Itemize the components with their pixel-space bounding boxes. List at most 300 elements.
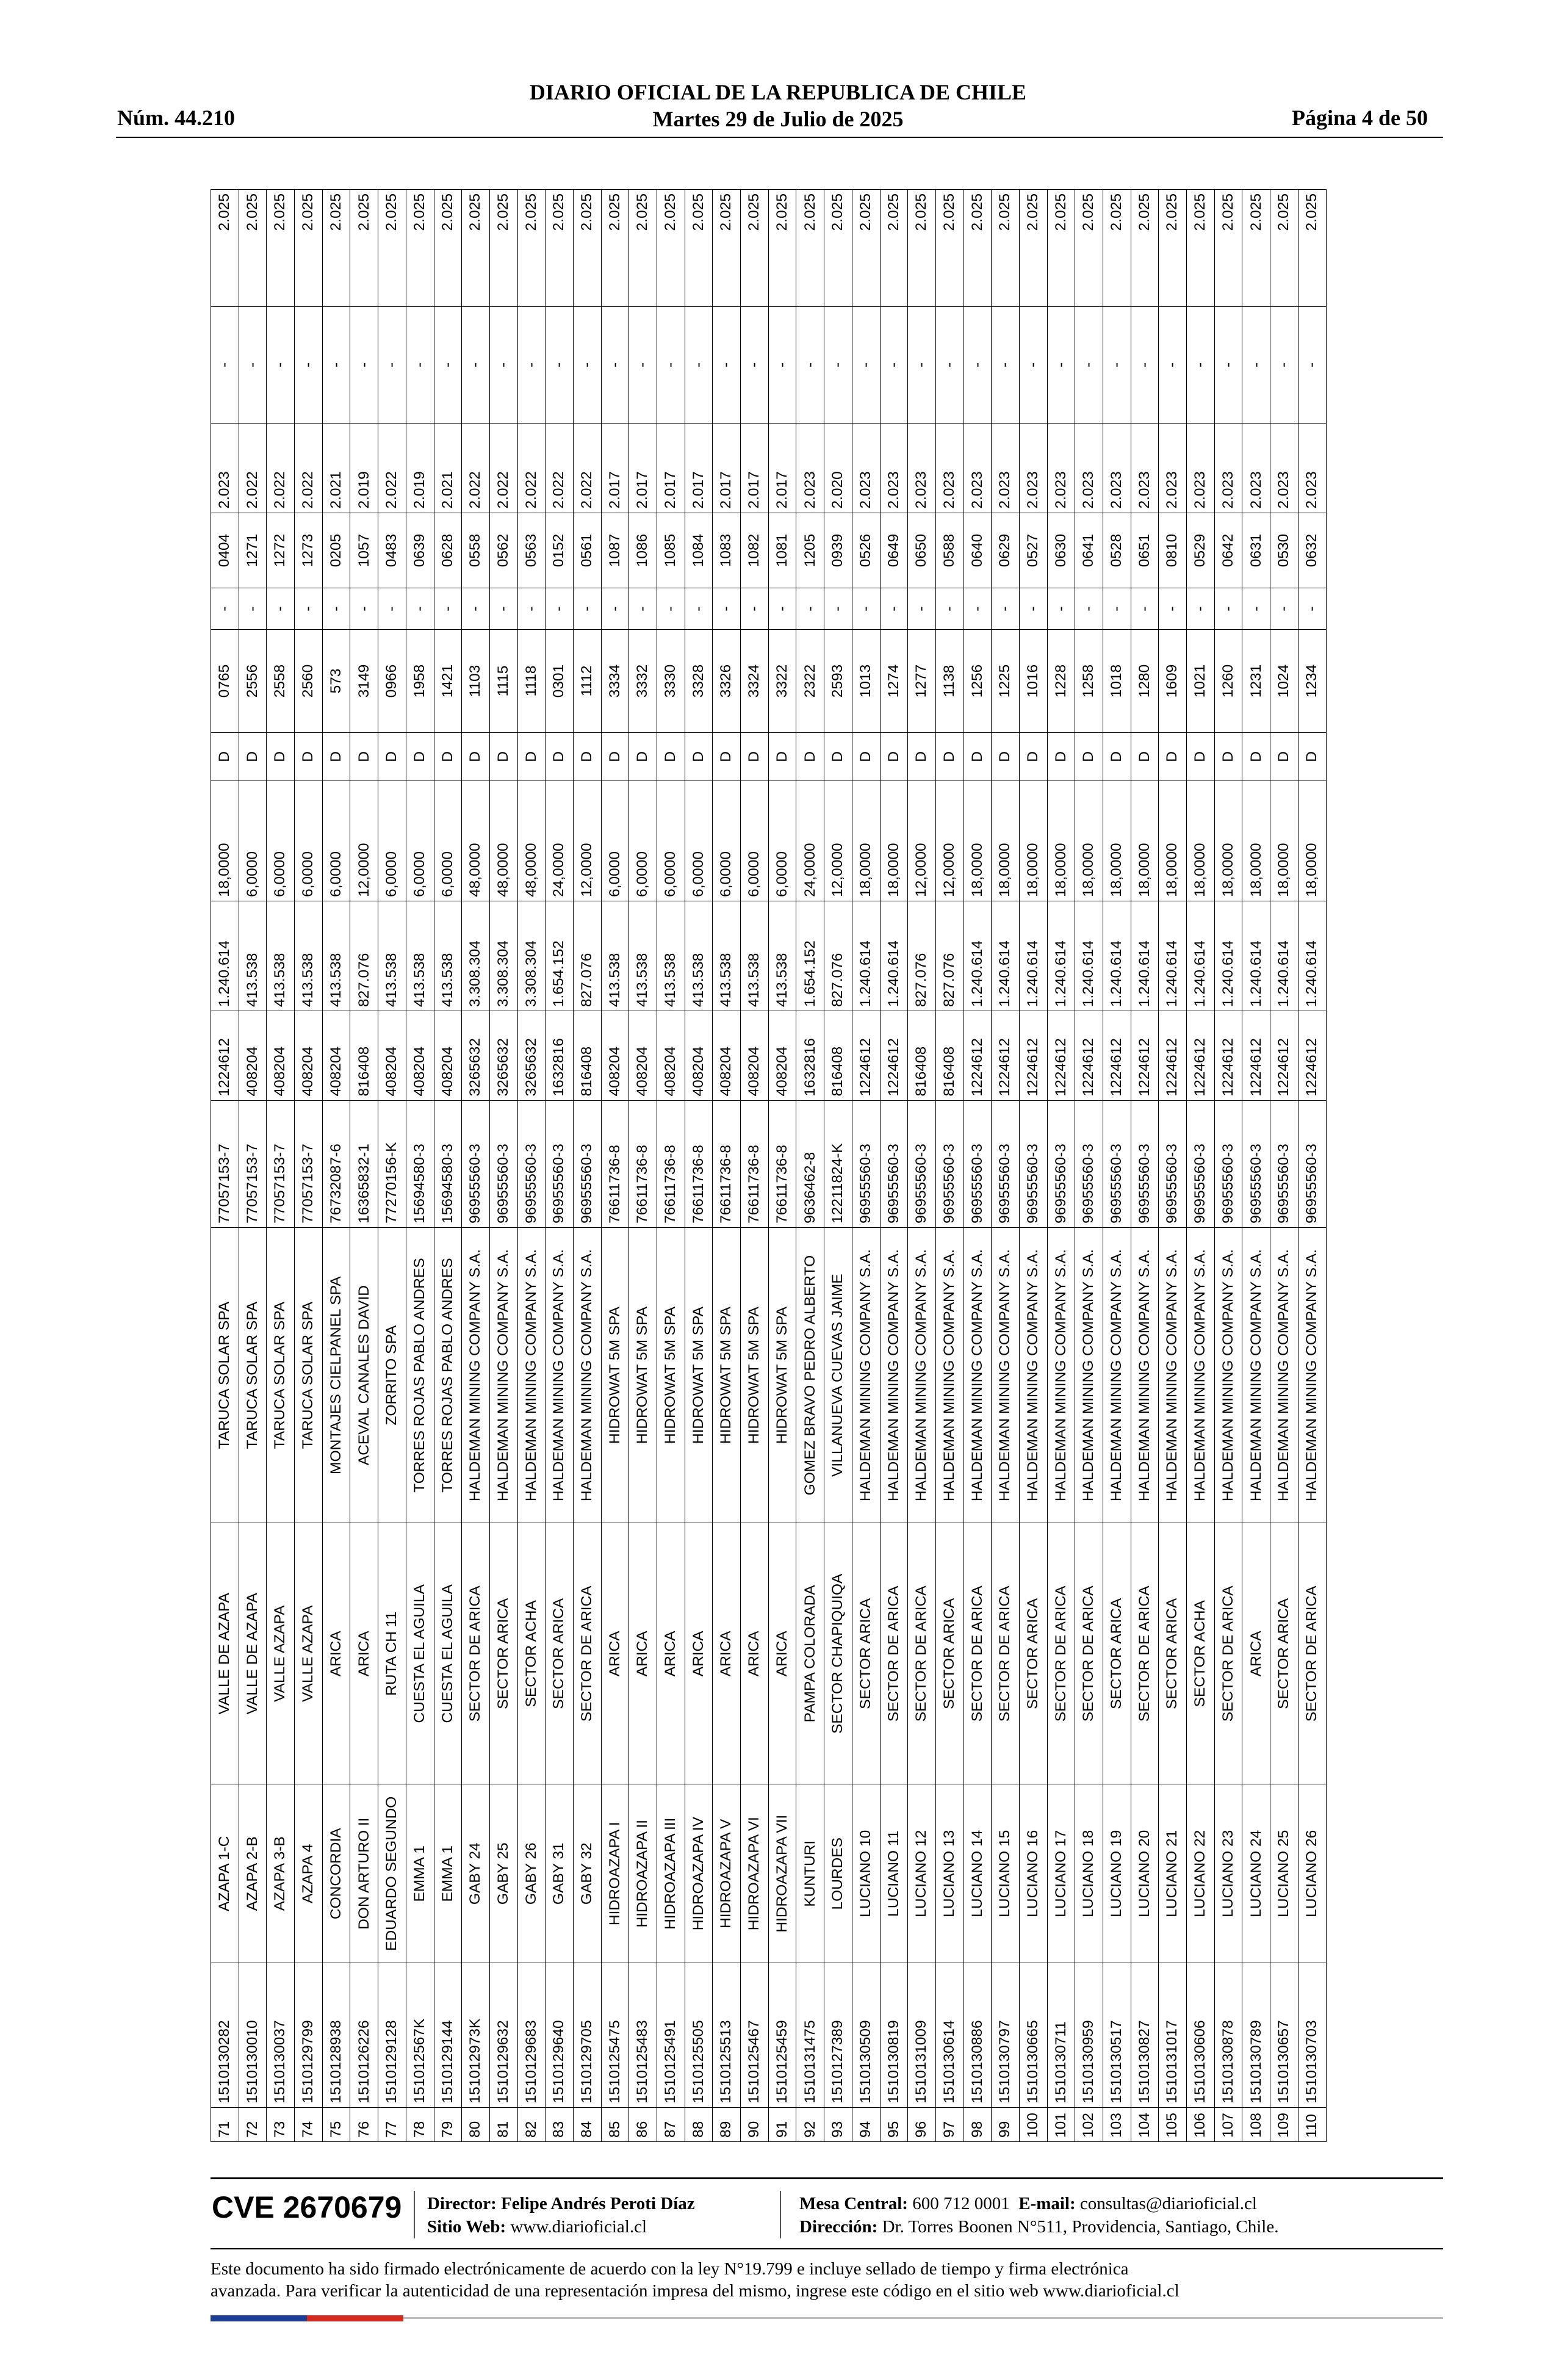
cell-value-b: 1.240.614 [992,901,1020,1011]
cell-separator: - [963,588,992,630]
cell-value-a: 816408 [573,1011,601,1100]
cell-value-a: 1224612 [963,1011,992,1100]
cell-year-b: 2.025 [211,190,239,307]
cell-owner: HALDEMAN MINING COMPANY S.A. [1298,1227,1326,1523]
cell-location: SECTOR DE ARICA [462,1523,490,1784]
cell-type-code: D [657,732,685,781]
cell-year-a: 2.023 [211,424,239,513]
cell-separator: - [517,306,546,423]
cell-year-a: 2.017 [601,424,629,513]
cell-year-b: 2.025 [880,190,908,307]
cell-location: SECTOR DE ARICA [992,1523,1020,1784]
table-row [1019,190,1047,2142]
web-value[interactable]: www.diarioficial.cl [510,2217,647,2237]
concessions-table-rotated [211,189,1336,2142]
cell-hectares: 6,0000 [768,781,796,901]
cell-location: SECTOR ARICA [489,1523,517,1784]
footer-divider [780,2191,781,2238]
cell-hectares: 18,0000 [852,781,880,901]
cell-row-number: 101 [1047,2107,1075,2141]
cell-number-a: 0966 [378,630,406,733]
cell-separator: - [462,588,490,630]
table-row [992,190,1020,2142]
cell-concession-name: HIDROAZAPA II [629,1784,657,1963]
cell-owner-rut: 16365832-1 [350,1100,378,1227]
cell-owner: HALDEMAN MINING COMPANY S.A. [1019,1227,1047,1523]
cell-concession-name: HIDROAZAPA III [657,1784,685,1963]
cell-type-code: D [796,732,824,781]
page-number: Página 4 de 50 [1291,106,1428,130]
cell-year-a: 2.022 [378,424,406,513]
cell-type-code: D [601,732,629,781]
cell-owner: TARUCA SOLAR SPA [295,1227,323,1523]
cell-number-a: 1274 [880,630,908,733]
cell-separator: - [434,306,462,423]
cell-row-number: 92 [796,2107,824,2141]
cell-owner-rut: 96955560-3 [517,1100,546,1227]
cell-year-b: 2.025 [434,190,462,307]
cell-row-number: 77 [378,2107,406,2141]
cell-separator: - [1187,306,1215,423]
cell-location: SECTOR DE ARICA [1075,1523,1103,1784]
cell-owner: HIDROWAT 5M SPA [713,1227,741,1523]
cell-owner: HIDROWAT 5M SPA [601,1227,629,1523]
cell-year-a: 2.023 [963,424,992,513]
cell-year-b: 2.025 [350,190,378,307]
cell-location: VALLE AZAPA [267,1523,295,1784]
cell-value-a: 408204 [322,1011,350,1100]
cell-separator: - [935,588,963,630]
cell-concession-name: LUCIANO 22 [1187,1784,1215,1963]
cell-separator: - [322,588,350,630]
cell-separator: - [963,306,992,423]
cell-separator: - [1131,588,1159,630]
cell-concession-id: 1510130282 [211,1963,239,2108]
cell-year-a: 2.017 [713,424,741,513]
cell-value-b: 827.076 [935,901,963,1011]
cell-type-code: D [1047,732,1075,781]
cell-concession-id: 1510130878 [1214,1963,1242,2108]
cell-row-number: 86 [629,2107,657,2141]
cell-separator: - [629,306,657,423]
cell-location: SECTOR DE ARICA [573,1523,601,1784]
cell-number-b: 0205 [322,513,350,588]
cell-separator: - [489,588,517,630]
cell-number-a: 1021 [1187,630,1215,733]
cell-row-number: 85 [601,2107,629,2141]
cell-number-a: 1225 [992,630,1020,733]
cell-value-a: 408204 [267,1011,295,1100]
cell-separator: - [824,306,852,423]
cell-owner: HIDROWAT 5M SPA [685,1227,713,1523]
cell-year-a: 2.023 [1159,424,1187,513]
cell-number-b: 0152 [546,513,574,588]
table-row [573,190,601,2142]
cell-value-b: 1.240.614 [1298,901,1326,1011]
cell-number-a: 1016 [1019,630,1047,733]
cell-year-a: 2.022 [517,424,546,513]
cell-hectares: 6,0000 [713,781,741,901]
table-row [1047,190,1075,2142]
cell-owner: HALDEMAN MINING COMPANY S.A. [908,1227,936,1523]
cell-hectares: 6,0000 [295,781,323,901]
cell-concession-name: LUCIANO 16 [1019,1784,1047,1963]
cell-concession-id: 1510125483 [629,1963,657,2108]
cell-number-b: 0561 [573,513,601,588]
table-row [489,190,517,2142]
cell-concession-id: 1510126226 [350,1963,378,2108]
cell-row-number: 87 [657,2107,685,2141]
cell-type-code: D [1242,732,1270,781]
cell-location: ARICA [350,1523,378,1784]
cell-concession-id: 1510130703 [1298,1963,1326,2108]
cell-hectares: 6,0000 [322,781,350,901]
cell-value-a: 1224612 [1075,1011,1103,1100]
cell-location: SECTOR ACHA [517,1523,546,1784]
cell-owner: HIDROWAT 5M SPA [629,1227,657,1523]
cell-separator: - [880,306,908,423]
cell-type-code: D [908,732,936,781]
cell-separator: - [434,588,462,630]
cell-row-number: 89 [713,2107,741,2141]
publication-date: Martes 29 de Julio de 2025 [652,107,904,131]
cell-location: SECTOR ARICA [852,1523,880,1784]
cell-year-a: 2.017 [768,424,796,513]
cell-owner-rut: 96955560-3 [1075,1100,1103,1227]
cell-number-b: 0632 [1298,513,1326,588]
cell-number-a: 3322 [768,630,796,733]
cell-year-a: 2.017 [657,424,685,513]
cell-value-b: 1.654.152 [546,901,574,1011]
cell-owner-rut: 9636462-8 [796,1100,824,1227]
cell-separator: - [1214,588,1242,630]
cell-owner: HALDEMAN MINING COMPANY S.A. [1103,1227,1131,1523]
flag-stripe-red [307,2315,403,2321]
cell-number-a: 3334 [601,630,629,733]
cell-row-number: 108 [1242,2107,1270,2141]
cell-concession-id: 1510131017 [1159,1963,1187,2108]
cell-owner-rut: 96955560-3 [1242,1100,1270,1227]
cell-value-a: 3265632 [489,1011,517,1100]
cell-hectares: 18,0000 [1187,781,1215,901]
cell-row-number: 109 [1270,2107,1298,2141]
cell-location: SECTOR ACHA [1187,1523,1215,1784]
cell-value-b: 1.240.614 [1214,901,1242,1011]
cell-year-b: 2.025 [489,190,517,307]
cell-owner: HALDEMAN MINING COMPANY S.A. [546,1227,574,1523]
cell-separator: - [1270,306,1298,423]
footer-rule-mid [211,2248,1443,2249]
cell-row-number: 103 [1103,2107,1131,2141]
cell-separator: - [573,588,601,630]
cell-hectares: 6,0000 [378,781,406,901]
cell-number-b: 0810 [1159,513,1187,588]
cell-separator: - [378,306,406,423]
cell-number-a: 1115 [489,630,517,733]
email-label: E-mail: [1018,2194,1076,2213]
cell-number-a: 1258 [1075,630,1103,733]
address-value: Dr. Torres Boonen N°511, Providencia, Santiago, Chile. [882,2217,1279,2237]
cell-number-b: 0558 [462,513,490,588]
cell-number-a: 3328 [685,630,713,733]
cell-location: SECTOR ARICA [546,1523,574,1784]
cell-separator: - [350,306,378,423]
cell-year-b: 2.025 [713,190,741,307]
cell-value-b: 413.538 [657,901,685,1011]
cell-value-b: 413.538 [685,901,713,1011]
cell-value-a: 408204 [657,1011,685,1100]
cell-number-a: 1231 [1242,630,1270,733]
concessions-table-frame [211,189,1336,2142]
cell-year-b: 2.025 [963,190,992,307]
signature-note-line: avanzada. Para verificar la autenticidad de una representación impresa del mismo, ingrese este código en el sitio web www.diarioficial.cl [211,2281,1180,2301]
cell-location: VALLE DE AZAPA [211,1523,239,1784]
cell-row-number: 82 [517,2107,546,2141]
cell-row-number: 72 [239,2107,267,2141]
cell-type-code: D [211,732,239,781]
cell-hectares: 48,0000 [462,781,490,901]
cell-hectares: 12,0000 [350,781,378,901]
cell-separator: - [378,588,406,630]
cell-owner: GOMEZ BRAVO PEDRO ALBERTO [796,1227,824,1523]
cell-owner: HIDROWAT 5M SPA [657,1227,685,1523]
cell-type-code: D [963,732,992,781]
cell-type-code: D [350,732,378,781]
cell-number-a: 2556 [239,630,267,733]
cell-concession-id: 1510129632 [489,1963,517,2108]
table-row [713,190,741,2142]
cell-concession-id: 1510130665 [1019,1963,1047,2108]
table-row [1159,190,1187,2142]
cell-type-code: D [267,732,295,781]
cell-concession-id: 1510130517 [1103,1963,1131,2108]
cell-hectares: 48,0000 [517,781,546,901]
cell-value-b: 3.308.304 [462,901,490,1011]
cell-owner-rut: 96955560-3 [462,1100,490,1227]
cell-concession-name: GABY 26 [517,1784,546,1963]
cell-location: ARICA [657,1523,685,1784]
cell-separator: - [1298,306,1326,423]
cell-location: SECTOR DE ARICA [1131,1523,1159,1784]
cell-year-b: 2.025 [1131,190,1159,307]
cell-value-a: 1224612 [880,1011,908,1100]
cell-type-code: D [378,732,406,781]
cell-owner-rut: 96955560-3 [992,1100,1020,1227]
cell-separator: - [685,306,713,423]
cell-separator: - [908,306,936,423]
cell-location: VALLE DE AZAPA [239,1523,267,1784]
cell-hectares: 18,0000 [211,781,239,901]
cell-row-number: 73 [267,2107,295,2141]
cell-separator: - [768,588,796,630]
cell-owner: HALDEMAN MINING COMPANY S.A. [992,1227,1020,1523]
cell-value-a: 1224612 [1103,1011,1131,1100]
cell-row-number: 105 [1159,2107,1187,2141]
cell-hectares: 18,0000 [1075,781,1103,901]
cell-value-a: 1224612 [1214,1011,1242,1100]
cell-number-b: 0650 [908,513,936,588]
table-row [211,190,239,2142]
cell-number-b: 0562 [489,513,517,588]
cell-owner-rut: 96955560-3 [1270,1100,1298,1227]
cell-hectares: 18,0000 [1103,781,1131,901]
cell-number-b: 0527 [1019,513,1047,588]
cell-value-a: 816408 [350,1011,378,1100]
table-row [267,190,295,2142]
cell-concession-id: 1510130797 [992,1963,1020,2108]
cell-year-b: 2.025 [295,190,323,307]
cell-year-a: 2.023 [880,424,908,513]
cell-hectares: 18,0000 [1131,781,1159,901]
cell-value-b: 413.538 [239,901,267,1011]
cell-type-code: D [434,732,462,781]
cell-separator: - [852,306,880,423]
cell-year-a: 2.023 [1075,424,1103,513]
cell-number-b: 0629 [992,513,1020,588]
cell-number-b: 1082 [741,513,769,588]
cell-value-b: 1.240.614 [852,901,880,1011]
cell-separator: - [685,588,713,630]
cell-year-b: 2.025 [1242,190,1270,307]
cell-owner: HALDEMAN MINING COMPANY S.A. [1075,1227,1103,1523]
email-value[interactable]: consultas@diarioficial.cl [1079,2194,1257,2213]
cell-owner-rut: 76611736-8 [629,1100,657,1227]
cell-hectares: 6,0000 [657,781,685,901]
cell-number-b: 1271 [239,513,267,588]
cell-concession-name: HIDROAZAPA VI [741,1784,769,1963]
cell-year-b: 2.025 [1075,190,1103,307]
cell-value-a: 408204 [406,1011,434,1100]
cell-concession-id: 1510130657 [1270,1963,1298,2108]
cell-location: SECTOR DE ARICA [1214,1523,1242,1784]
table-row [1187,190,1215,2142]
cell-number-b: 1272 [267,513,295,588]
table-row [601,190,629,2142]
cell-location: RUTA CH 11 [378,1523,406,1784]
cell-concession-name: LUCIANO 17 [1047,1784,1075,1963]
cell-hectares: 6,0000 [239,781,267,901]
cell-value-b: 1.654.152 [796,901,824,1011]
cell-number-a: 0301 [546,630,574,733]
cell-concession-name: LUCIANO 21 [1159,1784,1187,1963]
cell-separator: - [657,588,685,630]
cell-location: SECTOR DE ARICA [963,1523,992,1784]
cell-owner: HALDEMAN MINING COMPANY S.A. [1270,1227,1298,1523]
cell-location: CUESTA EL AGUILA [434,1523,462,1784]
cell-year-a: 2.021 [322,424,350,513]
phone-value: 600 712 0001 [912,2194,1010,2213]
cell-row-number: 104 [1131,2107,1159,2141]
cell-type-code: D [489,732,517,781]
cell-value-b: 413.538 [713,901,741,1011]
footer-rule-top [211,2177,1443,2179]
cell-concession-name: LUCIANO 12 [908,1784,936,1963]
cell-separator: - [713,306,741,423]
cell-type-code: D [741,732,769,781]
cell-separator: - [741,588,769,630]
cell-number-a: 1256 [963,630,992,733]
cell-separator: - [1047,306,1075,423]
cell-owner: HALDEMAN MINING COMPANY S.A. [1159,1227,1187,1523]
cell-number-b: 0630 [1047,513,1075,588]
cell-row-number: 81 [489,2107,517,2141]
cell-type-code: D [713,732,741,781]
cell-year-b: 2.025 [657,190,685,307]
cell-concession-id: 1510130711 [1047,1963,1075,2108]
cell-value-b: 827.076 [908,901,936,1011]
cell-year-a: 2.019 [406,424,434,513]
cell-owner-rut: 96955560-3 [1019,1100,1047,1227]
cell-value-a: 1224612 [1242,1011,1270,1100]
cell-concession-name: AZAPA 4 [295,1784,323,1963]
cell-owner-rut: 96955560-3 [880,1100,908,1227]
cell-number-a: 1228 [1047,630,1075,733]
cve-code: CVE 2670679 [212,2190,402,2224]
cell-number-a: 3330 [657,630,685,733]
cell-hectares: 18,0000 [1159,781,1187,901]
cell-row-number: 97 [935,2107,963,2141]
cell-year-a: 2.023 [1298,424,1326,513]
table-row [295,190,323,2142]
cell-value-b: 413.538 [741,901,769,1011]
cell-location: SECTOR ARICA [1103,1523,1131,1784]
cell-year-b: 2.025 [796,190,824,307]
cell-type-code: D [517,732,546,781]
cell-hectares: 12,0000 [908,781,936,901]
cell-number-a: 3332 [629,630,657,733]
cell-number-b: 0483 [378,513,406,588]
cell-year-b: 2.025 [935,190,963,307]
cell-concession-id: 1510130789 [1242,1963,1270,2108]
cell-separator: - [824,588,852,630]
cell-separator: - [406,588,434,630]
cell-year-a: 2.023 [1103,424,1131,513]
cell-number-a: 1103 [462,630,490,733]
table-row [908,190,936,2142]
cell-location: ARICA [713,1523,741,1784]
table-row [852,190,880,2142]
cell-concession-id: 1510125513 [713,1963,741,2108]
cell-number-b: 1083 [713,513,741,588]
cell-value-a: 816408 [824,1011,852,1100]
cell-separator: - [935,306,963,423]
table-row [546,190,574,2142]
footer-divider [414,2191,415,2238]
cell-year-b: 2.025 [824,190,852,307]
cell-year-a: 2.022 [489,424,517,513]
cell-owner-rut: 96955560-3 [963,1100,992,1227]
cell-year-b: 2.025 [1270,190,1298,307]
cell-owner: HALDEMAN MINING COMPANY S.A. [517,1227,546,1523]
cell-concession-id: 1510130509 [852,1963,880,2108]
cell-type-code: D [546,732,574,781]
cell-location: ARICA [741,1523,769,1784]
cell-separator: - [1159,588,1187,630]
cell-year-a: 2.022 [267,424,295,513]
cell-row-number: 80 [462,2107,490,2141]
cell-value-a: 408204 [713,1011,741,1100]
cell-location: ARICA [601,1523,629,1784]
cell-separator: - [1131,306,1159,423]
cell-type-code: D [1159,732,1187,781]
cell-owner: HALDEMAN MINING COMPANY S.A. [852,1227,880,1523]
cell-hectares: 24,0000 [546,781,574,901]
cell-owner-rut: 77057153-7 [267,1100,295,1227]
cell-separator: - [629,588,657,630]
cell-year-a: 2.023 [852,424,880,513]
cell-concession-name: DON ARTURO II [350,1784,378,1963]
cell-year-b: 2.025 [768,190,796,307]
